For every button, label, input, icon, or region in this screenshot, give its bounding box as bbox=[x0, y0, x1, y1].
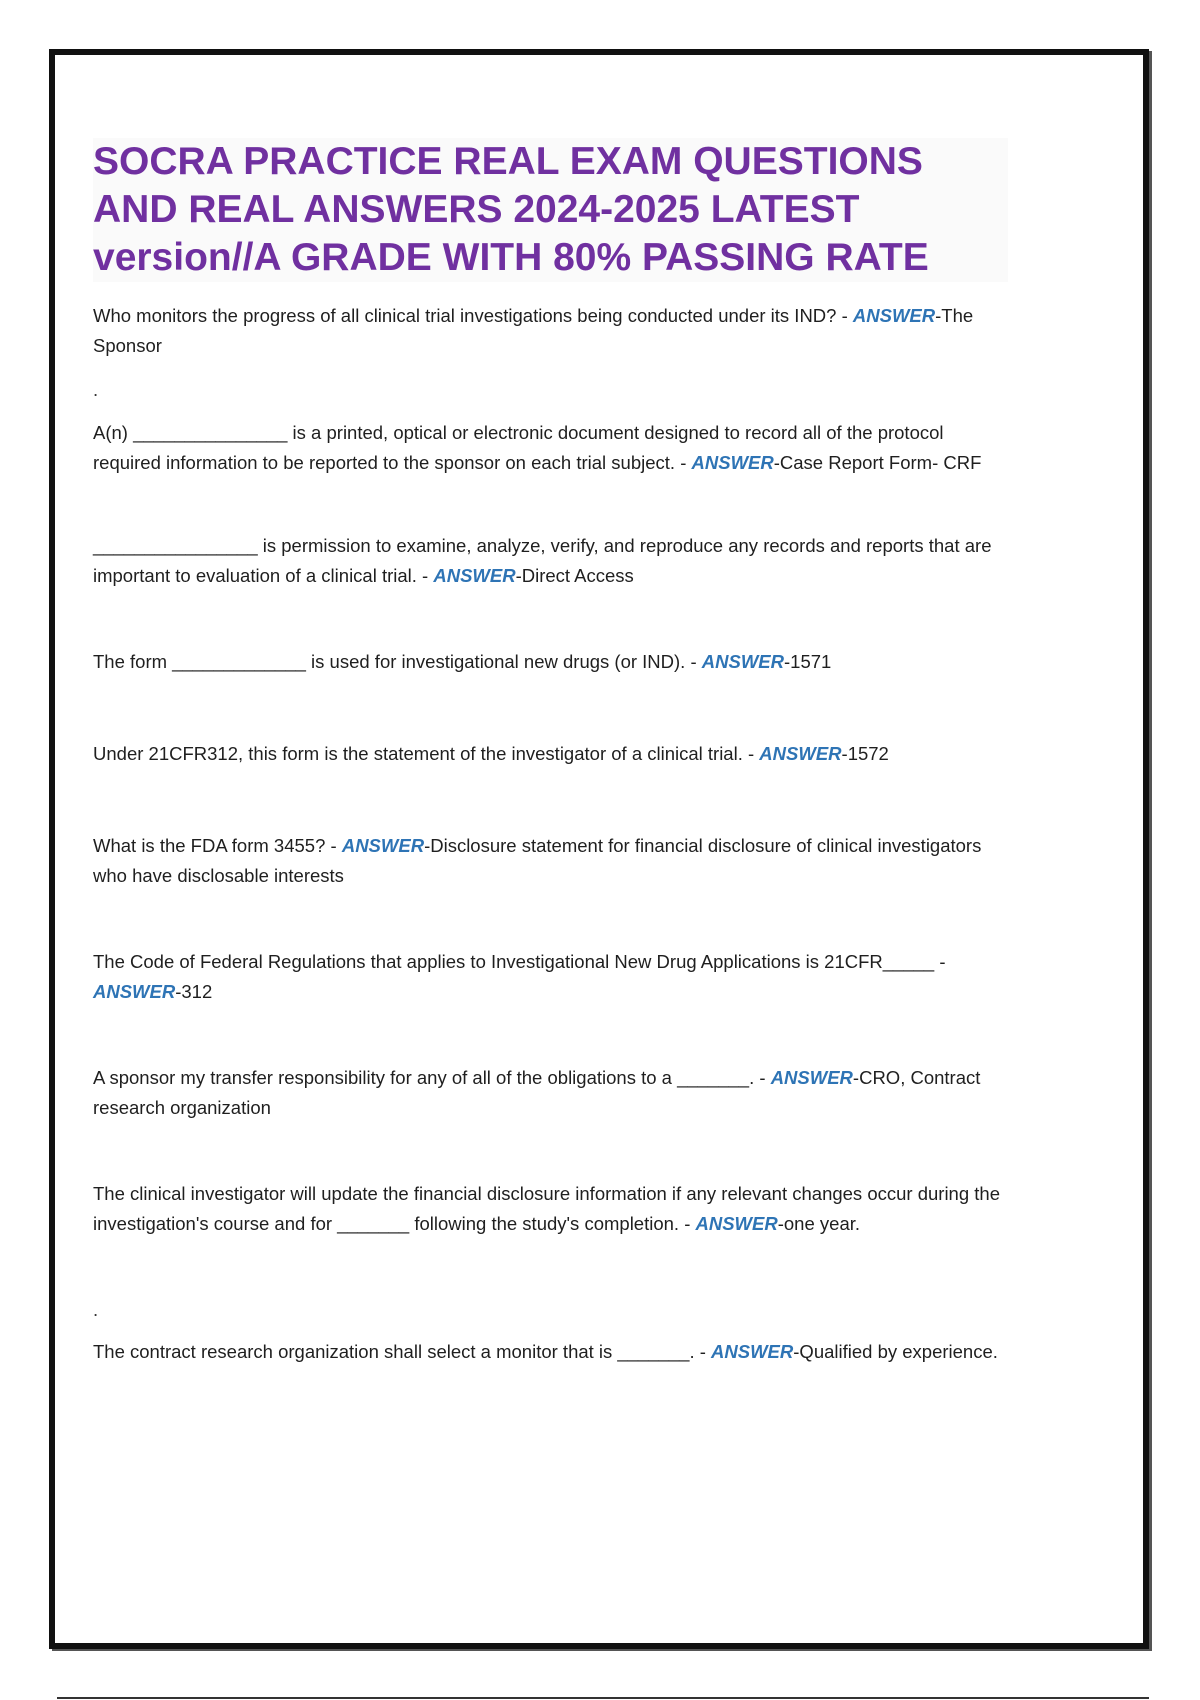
document-title: SOCRA PRACTICE REAL EXAM QUESTIONS AND REAL ANSWERS 2024-2025 LATEST version//A GRADE WITH 80% PASSING RATE bbox=[93, 138, 1008, 282]
next-page-rule bbox=[57, 1697, 1149, 1699]
qa-item-7 bbox=[93, 947, 1008, 1007]
qa-item-5 bbox=[93, 739, 1008, 769]
separator-dot: . bbox=[93, 1299, 99, 1320]
question-text: What is the FDA form 3455? - bbox=[93, 835, 342, 856]
answer-label: ANSWER bbox=[759, 743, 842, 764]
question-text: The contract research organization shall select a monitor that is _______. - bbox=[93, 1341, 712, 1362]
answer-label: ANSWER bbox=[852, 305, 936, 326]
answer-label: ANSWER bbox=[711, 1341, 794, 1362]
answer-text: -312 bbox=[175, 981, 213, 1002]
answer-label: ANSWER bbox=[341, 835, 425, 856]
qa-item-3 bbox=[93, 531, 1008, 591]
answer-text: -1571 bbox=[784, 651, 832, 672]
qa-item-1 bbox=[93, 301, 1008, 361]
answer-label: ANSWER bbox=[770, 1067, 853, 1088]
question-text: The form _____________ is used for investigational new drugs (or IND). - bbox=[93, 651, 702, 672]
qa-item-8 bbox=[93, 1063, 1008, 1123]
answer-label: ANSWER bbox=[695, 1213, 778, 1234]
answer-label: ANSWER bbox=[701, 651, 784, 672]
answer-text: -one year. bbox=[777, 1213, 861, 1234]
answer-text: -CRO, Contract research organization bbox=[93, 1067, 981, 1118]
question-text: Under 21CFR312, this form is the statement of the investigator of a clinical trial. - bbox=[93, 743, 760, 764]
question-text: A sponsor my transfer responsibility for any of all of the obligations to a _______. - bbox=[93, 1067, 771, 1088]
answer-text: -Qualified by experience. bbox=[793, 1341, 998, 1362]
question-text: Who monitors the progress of all clinical trial investigations being conducted under its IND? - bbox=[93, 305, 853, 326]
qa-item-4 bbox=[93, 647, 1008, 677]
qa-item-10 bbox=[93, 1337, 1008, 1367]
question-text: A(n) _______________ is a printed, optical or electronic document designed to record all of the protocol required information to be reported to the sponsor on each trial subject. - bbox=[93, 422, 944, 473]
qa-item-6 bbox=[93, 831, 1008, 891]
qa-item-2 bbox=[93, 418, 1008, 478]
answer-text: -Case Report Form- CRF bbox=[773, 452, 982, 473]
qa-item-9 bbox=[93, 1179, 1008, 1239]
document-body bbox=[93, 92, 1008, 1367]
answer-label: ANSWER bbox=[93, 981, 176, 1002]
question-text: The Code of Federal Regulations that applies to Investigational New Drug Applications is 21CFR_____ - bbox=[93, 951, 946, 972]
answer-text: -Disclosure statement for financial disclosure of clinical investigators who have disclosable interests bbox=[93, 835, 982, 886]
separator-dot: . bbox=[93, 379, 99, 400]
answer-text: -Direct Access bbox=[515, 565, 634, 586]
answer-label: ANSWER bbox=[433, 565, 516, 586]
answer-text: -The Sponsor bbox=[93, 305, 974, 356]
answer-label: ANSWER bbox=[691, 452, 774, 473]
question-text: The clinical investigator will update the financial disclosure information if any relevant changes occur during the investigation's course and for _______ following the study's completion. - bbox=[93, 1183, 1000, 1234]
question-text: ________________ is permission to examine, analyze, verify, and reproduce any records and reports that are important to evaluation of a clinical trial. - bbox=[93, 535, 992, 586]
answer-text: -1572 bbox=[841, 743, 889, 764]
